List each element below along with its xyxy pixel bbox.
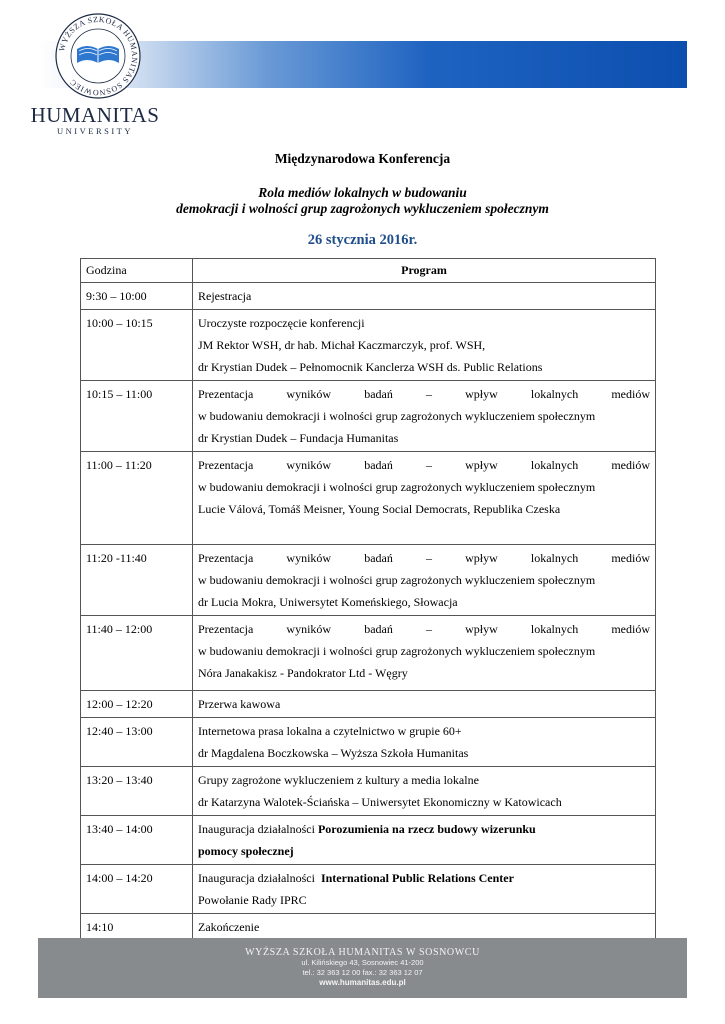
conference-title: Międzynarodowa Konferencja (274, 151, 451, 166)
header-program: Program (193, 259, 656, 283)
svg-text:WYŻSZA SZKOŁA HUMANITAS SOSNOW: WYŻSZA SZKOŁA HUMANITAS SOSNOWIEC (57, 14, 140, 98)
table-row (81, 865, 656, 914)
row-program (193, 545, 656, 616)
row-time: 11:40 – 12:00 (81, 616, 193, 691)
row-time: 13:40 – 14:00 (81, 816, 193, 865)
table-row (81, 452, 656, 545)
footer-website-link[interactable]: www.humanitas.edu.pl (319, 978, 406, 987)
table-row (81, 718, 656, 767)
conference-subtitle-2: demokracji i wolności grup zagrożonych wykluczeniem społecznym (176, 201, 549, 216)
program-line: Zakończenie (198, 920, 260, 934)
program-line: Prezentacja wyników badań – wpływ lokalnych mediów (198, 622, 650, 636)
program-line: w budowaniu demokracji i wolności grup zagrożonych wykluczeniem społecznym (198, 644, 596, 658)
program-line: dr Krystian Dudek – Pełnomocnik Kanclerza WSH ds. Public Relations (198, 360, 543, 374)
program-bold: pomocy społecznej (198, 844, 294, 858)
program-line: dr Krystian Dudek – Fundacja Humanitas (198, 431, 399, 445)
program-line: w budowaniu demokracji i wolności grup zagrożonych wykluczeniem społecznym (198, 409, 596, 423)
footer (38, 938, 687, 998)
table-row (81, 283, 656, 310)
university-logo (55, 13, 141, 99)
row-time: 12:00 – 12:20 (81, 691, 193, 718)
program-line: Przerwa kawowa (198, 697, 281, 711)
table-row (81, 381, 656, 452)
program-bold: International Public Relations Center (320, 871, 514, 885)
table-row (81, 914, 656, 941)
program-line (198, 818, 650, 840)
row-program (193, 816, 656, 865)
program-line: Prezentacja wyników badań – wpływ lokalnych mediów (198, 458, 650, 472)
row-program (193, 452, 656, 545)
program-line: Grupy zagrożone wykluczeniem z kultury a media lokalne (198, 773, 479, 787)
row-program (193, 767, 656, 816)
row-program (193, 914, 656, 941)
row-time: 13:20 – 13:40 (81, 767, 193, 816)
program-line: Lucie Válová, Tomáš Meisner, Young Social Democrats, Republika Czeska (198, 502, 561, 516)
row-program (193, 616, 656, 691)
conference-date: 26 stycznia 2016r. (307, 232, 418, 248)
row-time: 10:15 – 11:00 (81, 381, 193, 452)
program-line (198, 840, 650, 862)
table-row (81, 691, 656, 718)
program-prefix: Inauguracja działalności (198, 822, 318, 836)
logo-name: HUMANITAS (30, 103, 160, 127)
program-line: Prezentacja wyników badań – wpływ lokalnych mediów (198, 387, 650, 401)
row-program (193, 381, 656, 452)
program-line: dr Katarzyna Walotek-Ściańska – Uniwersytet Ekonomiczny w Katowicach (198, 795, 562, 809)
row-program (193, 718, 656, 767)
table-row (81, 310, 656, 381)
table-header-row (81, 259, 656, 283)
footer-name: WYŻSZA SZKOŁA HUMANITAS W SOSNOWCU (245, 947, 480, 958)
program-line: Internetowa prasa lokalna a czytelnictwo w grupie 60+ (198, 724, 462, 738)
table-row (81, 545, 656, 616)
program-table (80, 258, 656, 941)
program-line: dr Magdalena Boczkowska – Wyższa Szkoła Humanitas (198, 746, 469, 760)
program-prefix: Inauguracja działalności (198, 871, 321, 885)
footer-phone: tel.: 32 363 12 00 fax.: 32 363 12 07 (302, 968, 423, 977)
row-program (193, 310, 656, 381)
table-row (81, 767, 656, 816)
program-line: Nóra Janakakisz - Pandokrator Ltd - Węgry (198, 666, 408, 680)
program-line (198, 867, 650, 889)
program-line: JM Rektor WSH, dr hab. Michał Kaczmarczyk, prof. WSH, (198, 338, 486, 352)
row-time: 14:10 (81, 914, 193, 941)
logo-sub: UNIVERSITY (57, 126, 133, 136)
program-line: Rejestracja (198, 289, 252, 303)
header-time: Godzina (81, 259, 193, 283)
row-program (193, 691, 656, 718)
row-time: 12:40 – 13:00 (81, 718, 193, 767)
program-line: w budowaniu demokracji i wolności grup zagrożonych wykluczeniem społecznym (198, 480, 596, 494)
row-program (193, 865, 656, 914)
row-program (193, 283, 656, 310)
row-time: 14:00 – 14:20 (81, 865, 193, 914)
program-line: w budowaniu demokracji i wolności grup zagrożonych wykluczeniem społecznym (198, 573, 596, 587)
row-time: 11:00 – 11:20 (81, 452, 193, 545)
row-time: 9:30 – 10:00 (81, 283, 193, 310)
table-row (81, 816, 656, 865)
program-line: Prezentacja wyników badań – wpływ lokalnych mediów (198, 551, 650, 565)
program-line: Uroczyste rozpoczęcie konferencji (198, 316, 365, 330)
program-line: Powołanie Rady IPRC (198, 893, 307, 907)
program-bold: Porozumienia na rzecz budowy wizerunku (317, 822, 536, 836)
table-row (81, 616, 656, 691)
logo-wordmark (30, 104, 160, 136)
footer-address: ul. Kilińskiego 43, Sosnowiec 41-200 (301, 958, 424, 967)
conference-subtitle-1: Rola mediów lokalnych w budowaniu (258, 185, 467, 200)
row-time: 11:20 -11:40 (81, 545, 193, 616)
row-time: 10:00 – 10:15 (81, 310, 193, 381)
program-line: dr Lucia Mokra, Uniwersytet Komeńskiego, Słowacja (198, 595, 458, 609)
